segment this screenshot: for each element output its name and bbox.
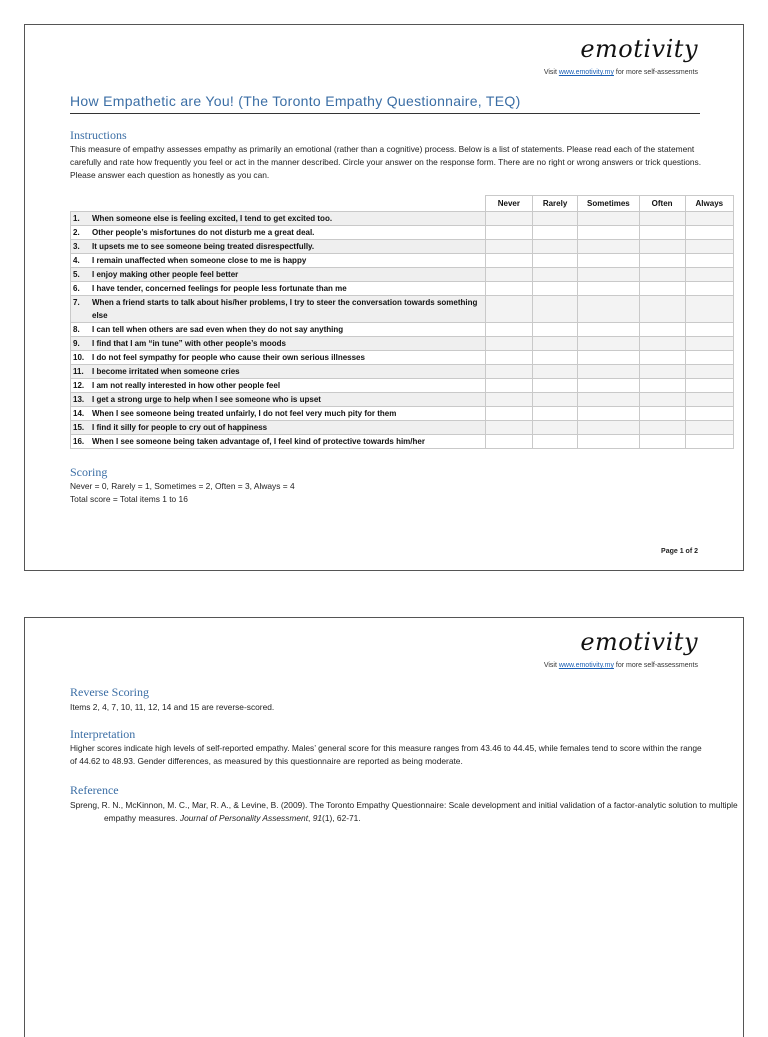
response-cell-sometimes[interactable]: [578, 254, 639, 268]
response-cell-often[interactable]: [639, 296, 685, 323]
response-cell-always[interactable]: [685, 226, 733, 240]
item-text: I am not really interested in how other people feel: [92, 381, 281, 390]
response-cell-never[interactable]: [485, 351, 532, 365]
response-cell-never[interactable]: [485, 393, 532, 407]
response-cell-often[interactable]: [639, 240, 685, 254]
response-cell-rarely[interactable]: [532, 323, 577, 337]
response-cell-always[interactable]: [685, 393, 733, 407]
item-text: When I see someone being taken advantage of, I feel kind of protective towards him/her: [92, 437, 425, 446]
table-row: [71, 393, 734, 407]
response-cell-never[interactable]: [485, 407, 532, 421]
table-row: [71, 421, 734, 435]
visit-prefix: Visit: [543, 69, 559, 76]
item-number: 11.: [73, 367, 84, 376]
response-cell-always[interactable]: [685, 240, 733, 254]
response-cell-often[interactable]: [639, 337, 685, 351]
response-cell-sometimes[interactable]: [578, 421, 639, 435]
item-text: I find it silly for people to cry out of happiness: [92, 423, 268, 432]
response-cell-never[interactable]: [485, 421, 532, 435]
response-cell-sometimes[interactable]: [578, 379, 639, 393]
response-cell-often[interactable]: [639, 351, 685, 365]
item-number: 13.: [73, 395, 85, 404]
header-often: Often: [639, 196, 685, 212]
response-cell-often[interactable]: [639, 393, 685, 407]
item-number: 4.: [73, 256, 80, 265]
response-cell-always[interactable]: [685, 337, 733, 351]
item-number: 16.: [73, 437, 85, 446]
header-never: Never: [485, 196, 532, 212]
response-cell-rarely[interactable]: [532, 379, 577, 393]
response-cell-rarely[interactable]: [532, 212, 577, 226]
response-cell-always[interactable]: [685, 421, 733, 435]
reference-heading: Reference: [70, 783, 119, 797]
response-cell-rarely[interactable]: [532, 240, 577, 254]
item-statement: [71, 296, 486, 323]
reference-sep: ,: [308, 813, 313, 823]
table-row: [71, 268, 734, 282]
header-blank: [71, 196, 486, 212]
scoring-heading: Scoring: [70, 465, 108, 479]
reference-text: [70, 799, 744, 825]
item-statement: [71, 240, 486, 254]
response-cell-always[interactable]: [685, 351, 733, 365]
item-statement: [71, 421, 486, 435]
response-cell-sometimes[interactable]: [578, 393, 639, 407]
item-number: 10.: [73, 353, 85, 362]
item-text: It upsets me to see someone being treated disrespectfully.: [92, 242, 315, 251]
item-number: 9.: [73, 339, 80, 348]
item-statement: [71, 268, 486, 282]
response-cell-never[interactable]: [485, 337, 532, 351]
response-cell-never[interactable]: [485, 296, 532, 323]
instructions-heading: Instructions: [70, 128, 127, 142]
item-text: I find that I am “in tune” with other people’s moods: [92, 339, 286, 348]
table-header-row: [71, 196, 734, 212]
response-cell-never[interactable]: [485, 226, 532, 240]
response-cell-sometimes[interactable]: [578, 351, 639, 365]
response-cell-often[interactable]: [639, 435, 685, 449]
response-cell-sometimes[interactable]: [578, 296, 639, 323]
item-statement: [71, 282, 486, 296]
item-text: When a friend starts to talk about his/her problems, I try to steer the conversation towards something else: [92, 298, 478, 320]
response-cell-sometimes[interactable]: [578, 240, 639, 254]
item-number: 15.: [73, 423, 85, 432]
table-row: [71, 379, 734, 393]
item-statement: [71, 435, 486, 449]
response-cell-never[interactable]: [485, 323, 532, 337]
document-page-1: [24, 24, 744, 571]
response-cell-sometimes[interactable]: [578, 337, 639, 351]
item-statement: [71, 351, 486, 365]
response-cell-often[interactable]: [639, 226, 685, 240]
table-row: [71, 337, 734, 351]
reference-volume: 91: [312, 813, 323, 823]
response-cell-never[interactable]: [485, 379, 532, 393]
header-rarely: Rarely: [532, 196, 577, 212]
response-cell-rarely[interactable]: [532, 421, 577, 435]
emotivity-link[interactable]: www.emotivity.my: [558, 662, 614, 669]
response-cell-rarely[interactable]: [532, 282, 577, 296]
header-sometimes: Sometimes: [578, 196, 639, 212]
table-row: [71, 407, 734, 421]
response-cell-rarely[interactable]: [532, 268, 577, 282]
reference-journal: Journal of Personality Assessment: [179, 813, 309, 823]
item-number: 3.: [73, 242, 80, 251]
response-cell-always[interactable]: [685, 407, 733, 421]
item-text: I become irritated when someone cries: [92, 367, 240, 376]
reference-authors: Spreng, R. N., McKinnon, M. C., Mar, R. A., & Levine, B. (2009). The Toronto Empathy Questionnaire: Scale development and initial validation of a factor-analytic solution to multiple empathy measures.: [70, 800, 738, 823]
response-cell-sometimes[interactable]: [578, 435, 639, 449]
emotivity-link[interactable]: www.emotivity.my: [558, 69, 614, 76]
response-table: [70, 195, 734, 449]
response-cell-never[interactable]: [485, 212, 532, 226]
item-text: I get a strong urge to help when I see someone who is upset: [92, 395, 321, 404]
table-row: [71, 365, 734, 379]
response-cell-sometimes[interactable]: [578, 212, 639, 226]
reference-pages: (1), 62-71.: [322, 813, 361, 823]
response-cell-often[interactable]: [639, 421, 685, 435]
item-text: When I see someone being treated unfairly, I do not feel very much pity for them: [92, 409, 397, 418]
table-row: [71, 435, 734, 449]
response-cell-often[interactable]: [639, 365, 685, 379]
response-cell-often[interactable]: [639, 212, 685, 226]
item-text: I can tell when others are sad even when they do not say anything: [92, 325, 344, 334]
item-text: I have tender, concerned feelings for people less fortunate than me: [92, 284, 347, 293]
item-statement: [71, 254, 486, 268]
item-text: Other people’s misfortunes do not disturb me a great deal.: [92, 228, 315, 237]
item-number: 1.: [73, 214, 80, 223]
response-cell-sometimes[interactable]: [578, 226, 639, 240]
table-row: [71, 296, 734, 323]
response-cell-sometimes[interactable]: [578, 407, 639, 421]
response-cell-always[interactable]: [685, 254, 733, 268]
response-cell-never[interactable]: [485, 435, 532, 449]
response-cell-rarely[interactable]: [532, 351, 577, 365]
item-text: I remain unaffected when someone close to me is happy: [92, 256, 307, 265]
item-number: 5.: [73, 270, 80, 279]
response-cell-always[interactable]: [685, 379, 733, 393]
table-row: [71, 254, 734, 268]
item-statement: [71, 365, 486, 379]
table-row: [71, 351, 734, 365]
response-cell-always[interactable]: [685, 365, 733, 379]
visit-suffix: for more self-assessments: [613, 662, 698, 669]
interpretation-heading: Interpretation: [70, 727, 136, 741]
response-cell-never[interactable]: [485, 254, 532, 268]
scoring-line-2: Total score = Total items 1 to 16: [70, 494, 188, 504]
response-cell-often[interactable]: [639, 254, 685, 268]
document-page-2: [24, 617, 744, 1037]
emotivity-logo: emotivity: [580, 628, 698, 656]
response-cell-rarely[interactable]: [532, 365, 577, 379]
item-number: 6.: [73, 284, 80, 293]
emotivity-logo: emotivity: [580, 35, 698, 63]
item-number: 14.: [73, 409, 85, 418]
response-cell-sometimes[interactable]: [578, 268, 639, 282]
response-cell-often[interactable]: [639, 268, 685, 282]
table-row: [71, 226, 734, 240]
response-cell-always[interactable]: [685, 435, 733, 449]
response-cell-often[interactable]: [639, 282, 685, 296]
item-number: 2.: [73, 228, 80, 237]
interpretation-text: Higher scores indicate high levels of self-reported empathy. Males’ general score for this measure ranges from 43.46 to 44.45, while females tend to score within the range of 44.62 to 48.93. Gender differences, as measured by this questionnaire are reported as being moderate.: [70, 743, 702, 766]
item-statement: [71, 212, 486, 226]
table-row: [71, 240, 734, 254]
response-cell-always[interactable]: [685, 323, 733, 337]
response-cell-rarely[interactable]: [532, 254, 577, 268]
response-cell-rarely[interactable]: [532, 296, 577, 323]
response-cell-often[interactable]: [639, 379, 685, 393]
response-cell-often[interactable]: [639, 323, 685, 337]
response-cell-never[interactable]: [485, 268, 532, 282]
item-statement: [71, 323, 486, 337]
response-cell-sometimes[interactable]: [578, 365, 639, 379]
item-statement: [71, 337, 486, 351]
visit-line: [544, 662, 698, 669]
response-cell-sometimes[interactable]: [578, 323, 639, 337]
item-number: 12.: [73, 381, 85, 390]
response-cell-always[interactable]: [685, 282, 733, 296]
item-statement: [71, 379, 486, 393]
page-number: Page 1 of 2: [661, 548, 698, 555]
response-cell-rarely[interactable]: [532, 226, 577, 240]
response-cell-always[interactable]: [685, 296, 733, 323]
response-cell-always[interactable]: [685, 268, 733, 282]
item-number: 8.: [73, 325, 80, 334]
header-always: Always: [685, 196, 733, 212]
response-cell-never[interactable]: [485, 282, 532, 296]
response-cell-never[interactable]: [485, 240, 532, 254]
response-cell-rarely[interactable]: [532, 393, 577, 407]
response-cell-never[interactable]: [485, 365, 532, 379]
scoring-line-1: Never = 0, Rarely = 1, Sometimes = 2, Often = 3, Always = 4: [70, 481, 295, 491]
item-text: I enjoy making other people feel better: [92, 270, 239, 279]
item-statement: [71, 407, 486, 421]
table-row: [71, 212, 734, 226]
reverse-scoring-heading: Reverse Scoring: [70, 685, 149, 699]
visit-suffix: for more self-assessments: [613, 69, 698, 76]
item-number: 7.: [73, 298, 80, 307]
item-text: I do not feel sympathy for people who cause their own serious illnesses: [92, 353, 365, 362]
visit-prefix: Visit: [543, 662, 559, 669]
item-statement: [71, 226, 486, 240]
response-cell-rarely[interactable]: [532, 435, 577, 449]
item-statement: [71, 393, 486, 407]
response-cell-always[interactable]: [685, 212, 733, 226]
response-cell-often[interactable]: [639, 407, 685, 421]
instructions-text: This measure of empathy assesses empathy as primarily an emotional (rather than a cognitive) process. Below is a list of statements. Please read each of the statement carefully and rate how frequently you feel or act in the manner described. Circle your answer on the response form. There are no right or wrong answers or trick questions. Please answer each question as honestly as you can.: [70, 144, 702, 180]
response-cell-rarely[interactable]: [532, 337, 577, 351]
document-title: How Empathetic are You! (The Toronto Empathy Questionnaire, TEQ): [70, 93, 700, 114]
visit-line: [544, 69, 698, 76]
item-text: When someone else is feeling excited, I tend to get excited too.: [92, 214, 333, 223]
table-row: [71, 282, 734, 296]
reverse-scoring-text: Items 2, 4, 7, 10, 11, 12, 14 and 15 are reverse-scored.: [70, 702, 275, 712]
table-row: [71, 323, 734, 337]
response-cell-rarely[interactable]: [532, 407, 577, 421]
response-cell-sometimes[interactable]: [578, 282, 639, 296]
